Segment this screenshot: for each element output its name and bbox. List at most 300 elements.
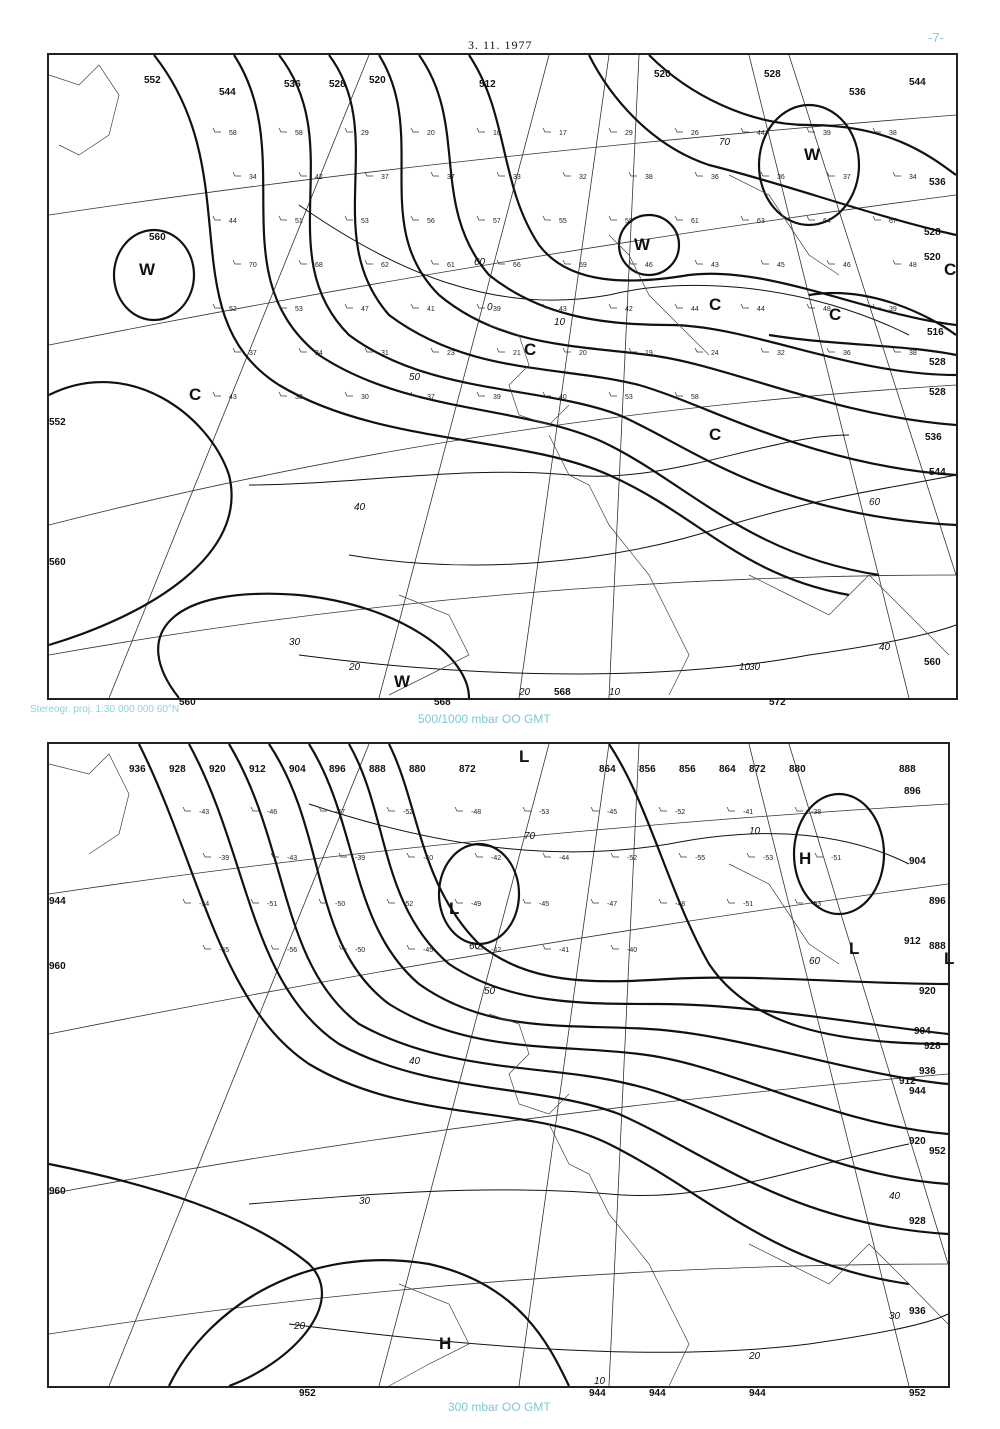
thickness-label: 30 bbox=[289, 637, 301, 648]
station-value: 58 bbox=[625, 218, 633, 225]
station-value: 37 bbox=[427, 394, 435, 401]
contour-label: 928 bbox=[909, 1216, 926, 1227]
wind-barb bbox=[233, 172, 241, 176]
wind-barb bbox=[761, 348, 769, 352]
wind-barb bbox=[345, 392, 353, 396]
thickness-label: 50 bbox=[484, 986, 496, 997]
wind-barb bbox=[795, 899, 803, 903]
station-value: 16 bbox=[493, 130, 501, 137]
pressure-center-W: W bbox=[634, 235, 651, 254]
wind-barb bbox=[233, 260, 241, 264]
contour-label: 880 bbox=[789, 764, 806, 775]
station-value: 67 bbox=[889, 218, 897, 225]
station-value: -40 bbox=[423, 855, 434, 862]
wind-barb bbox=[477, 304, 485, 308]
contour-label: 920 bbox=[919, 986, 936, 997]
wind-barb bbox=[675, 128, 683, 132]
station-value: -51 bbox=[743, 901, 754, 908]
station-value: -43 bbox=[287, 855, 298, 862]
contour-label: 952 bbox=[929, 1146, 946, 1157]
contour-label: 928 bbox=[169, 764, 186, 775]
wind-barb bbox=[679, 853, 687, 857]
thickness-label: 40 bbox=[879, 642, 891, 653]
wind-barb bbox=[741, 304, 749, 308]
wind-barb bbox=[213, 392, 221, 396]
station-value: 34 bbox=[249, 174, 257, 181]
station-value: -51 bbox=[831, 855, 842, 862]
station-value: -39 bbox=[219, 855, 230, 862]
station-value: 21 bbox=[513, 350, 521, 357]
station-value: 45 bbox=[777, 262, 785, 269]
thickness-label: 30 bbox=[359, 1196, 371, 1207]
pressure-center-H: H bbox=[799, 849, 812, 868]
station-value: -42 bbox=[491, 855, 502, 862]
station-value: 31 bbox=[381, 350, 389, 357]
station-value: 43 bbox=[711, 262, 719, 269]
station-value: 30 bbox=[361, 394, 369, 401]
contour-label: 888 bbox=[929, 941, 946, 952]
wind-barb bbox=[251, 899, 259, 903]
station-value: -45 bbox=[607, 809, 618, 816]
station-value: 20 bbox=[427, 130, 435, 137]
pressure-center-W: W bbox=[139, 260, 156, 279]
station-value: 40 bbox=[559, 394, 567, 401]
station-value: 41 bbox=[427, 306, 435, 313]
thickness-label: 10 bbox=[554, 317, 566, 328]
station-value: 26 bbox=[691, 130, 699, 137]
pressure-center-C: C bbox=[944, 260, 957, 279]
station-value: 37 bbox=[843, 174, 851, 181]
contour-label: 880 bbox=[409, 764, 426, 775]
contour-label: 928 bbox=[924, 1041, 941, 1052]
contour-label: 512 bbox=[479, 79, 496, 90]
station-value: 38 bbox=[645, 174, 653, 181]
station-value: -38 bbox=[811, 809, 822, 816]
station-value: 43 bbox=[229, 394, 237, 401]
station-value: -52 bbox=[627, 855, 638, 862]
wind-barb bbox=[203, 853, 211, 857]
contour-label: 912 bbox=[904, 936, 921, 947]
wind-barb bbox=[407, 853, 415, 857]
pressure-center-H: H bbox=[439, 1334, 452, 1353]
map-500-1000mbar bbox=[47, 53, 958, 708]
station-value: 53 bbox=[625, 394, 633, 401]
pressure-center-L: L bbox=[944, 949, 955, 968]
wind-barb bbox=[543, 853, 551, 857]
thickness-label: 40 bbox=[409, 1056, 421, 1067]
wind-barb bbox=[611, 945, 619, 949]
contour-label: 936 bbox=[129, 764, 146, 775]
station-value: 29 bbox=[361, 130, 369, 137]
contour-label: 528 bbox=[329, 79, 346, 90]
wind-barb bbox=[543, 128, 551, 132]
station-value: 51 bbox=[295, 218, 303, 225]
station-value: 23 bbox=[447, 350, 455, 357]
wind-barb bbox=[299, 260, 307, 264]
contour-label: 528 bbox=[929, 357, 946, 368]
station-value: 48 bbox=[909, 262, 917, 269]
wind-barb bbox=[213, 216, 221, 220]
wind-barb bbox=[675, 392, 683, 396]
station-value: -43 bbox=[199, 809, 210, 816]
wind-barb bbox=[893, 260, 901, 264]
wind-barb bbox=[543, 945, 551, 949]
wind-barb bbox=[827, 260, 835, 264]
station-value: 52 bbox=[229, 306, 237, 313]
station-value: 44 bbox=[757, 130, 765, 137]
station-value: 61 bbox=[447, 262, 455, 269]
wind-barb bbox=[741, 216, 749, 220]
wind-barb bbox=[591, 807, 599, 811]
contour-label: 536 bbox=[849, 87, 866, 98]
thickness-label: 20 bbox=[519, 687, 531, 698]
contour-label: 912 bbox=[249, 764, 266, 775]
wind-barb bbox=[827, 172, 835, 176]
wind-barb bbox=[203, 945, 211, 949]
wind-barb bbox=[279, 216, 287, 220]
station-value: 47 bbox=[361, 306, 369, 313]
station-value: 43 bbox=[559, 306, 567, 313]
station-value: -50 bbox=[335, 901, 346, 908]
contour-label: 528 bbox=[924, 227, 941, 238]
station-value: 39 bbox=[823, 130, 831, 137]
station-value: 37 bbox=[249, 350, 257, 357]
wind-barb bbox=[727, 899, 735, 903]
contour-label: 568 bbox=[434, 697, 451, 708]
contour-label: 544 bbox=[929, 467, 946, 478]
contour-label: 960 bbox=[49, 961, 66, 972]
wind-barb bbox=[477, 128, 485, 132]
wind-barb bbox=[629, 348, 637, 352]
map-300mbar-caption: 300 mbar OO GMT bbox=[448, 1400, 551, 1414]
contour-label: 544 bbox=[219, 87, 236, 98]
contour-label: 560 bbox=[179, 697, 196, 708]
station-value: -52 bbox=[403, 901, 414, 908]
station-value: 66 bbox=[513, 262, 521, 269]
wind-barb bbox=[741, 128, 749, 132]
station-value: 37 bbox=[381, 174, 389, 181]
station-value: 44 bbox=[757, 306, 765, 313]
pressure-center-L: L bbox=[519, 747, 530, 766]
station-value: 39 bbox=[889, 306, 897, 313]
contour-label: 944 bbox=[49, 896, 66, 907]
station-value: -46 bbox=[267, 809, 278, 816]
station-value: 33 bbox=[295, 394, 303, 401]
wind-barb bbox=[411, 128, 419, 132]
station-value: 62 bbox=[381, 262, 389, 269]
wind-barb bbox=[747, 853, 755, 857]
wind-barb bbox=[675, 304, 683, 308]
page-number: -7- bbox=[928, 30, 944, 45]
contour-label: 560 bbox=[149, 232, 166, 243]
wind-barb bbox=[431, 348, 439, 352]
wind-barb bbox=[345, 216, 353, 220]
station-value: 36 bbox=[777, 174, 785, 181]
station-value: 70 bbox=[249, 262, 257, 269]
station-value: 37 bbox=[447, 174, 455, 181]
thickness-label: 10 bbox=[749, 826, 761, 837]
contour-label: 864 bbox=[599, 764, 616, 775]
contour-label: 944 bbox=[649, 1388, 666, 1399]
pressure-center-L: L bbox=[849, 939, 860, 958]
pressure-center-L: L bbox=[449, 899, 460, 918]
thickness-label: 30 bbox=[889, 1311, 901, 1322]
station-value: -45 bbox=[539, 901, 550, 908]
station-value: 68 bbox=[315, 262, 323, 269]
wind-barb bbox=[893, 172, 901, 176]
map-300mbar bbox=[47, 742, 955, 1399]
wind-barb bbox=[873, 128, 881, 132]
contour-label: 904 bbox=[914, 1026, 931, 1037]
wind-barb bbox=[815, 853, 823, 857]
station-value: -47 bbox=[335, 809, 346, 816]
thickness-label: 10 bbox=[594, 1376, 606, 1387]
contour-label: 560 bbox=[924, 657, 941, 668]
wind-barb bbox=[609, 392, 617, 396]
wind-barb bbox=[695, 348, 703, 352]
station-value: 46 bbox=[645, 262, 653, 269]
contour-label: 528 bbox=[764, 69, 781, 80]
station-value: -45 bbox=[423, 947, 434, 954]
pressure-center-W: W bbox=[394, 672, 411, 691]
thickness-label: 70 bbox=[524, 831, 536, 842]
wind-barb bbox=[455, 807, 463, 811]
contour-label: 536 bbox=[929, 177, 946, 188]
contour-label: 528 bbox=[929, 387, 946, 398]
station-value: 38 bbox=[889, 130, 897, 137]
wind-barb bbox=[475, 853, 483, 857]
contour-label: 960 bbox=[49, 1186, 66, 1197]
contour-label: 904 bbox=[909, 856, 926, 867]
wind-barb bbox=[695, 260, 703, 264]
contour-label: 872 bbox=[459, 764, 476, 775]
wind-barb bbox=[497, 348, 505, 352]
wind-barb bbox=[591, 899, 599, 903]
wind-barb bbox=[727, 807, 735, 811]
thickness-label: 60 bbox=[469, 941, 481, 952]
station-value: 53 bbox=[361, 218, 369, 225]
station-value: -54 bbox=[199, 901, 210, 908]
station-value: 63 bbox=[757, 218, 765, 225]
station-value: 58 bbox=[691, 394, 699, 401]
wind-barb bbox=[271, 945, 279, 949]
station-value: 20 bbox=[579, 350, 587, 357]
thickness-label: 60 bbox=[869, 497, 881, 508]
wind-barb bbox=[659, 899, 667, 903]
wind-barb bbox=[611, 853, 619, 857]
wind-barb bbox=[609, 304, 617, 308]
station-value: -55 bbox=[219, 947, 230, 954]
wind-barb bbox=[411, 216, 419, 220]
wind-barb bbox=[659, 807, 667, 811]
contour-label: 572 bbox=[769, 697, 786, 708]
wind-barb bbox=[807, 216, 815, 220]
wind-barb bbox=[695, 172, 703, 176]
map-500-1000mbar-graphic bbox=[49, 55, 957, 708]
station-value: 55 bbox=[559, 218, 567, 225]
station-value: 36 bbox=[711, 174, 719, 181]
station-value: -52 bbox=[675, 809, 686, 816]
wind-barb bbox=[183, 807, 191, 811]
map-300mbar-graphic bbox=[49, 744, 955, 1399]
pressure-center-C: C bbox=[829, 305, 842, 324]
thickness-label: 40 bbox=[889, 1191, 901, 1202]
station-value: 29 bbox=[625, 130, 633, 137]
wind-barb bbox=[213, 128, 221, 132]
wind-barb bbox=[411, 304, 419, 308]
station-value: 33 bbox=[513, 174, 521, 181]
station-value: 46 bbox=[843, 262, 851, 269]
pressure-center-C: C bbox=[189, 385, 202, 404]
wind-barb bbox=[609, 216, 617, 220]
wind-barb bbox=[609, 128, 617, 132]
station-value: -44 bbox=[559, 855, 570, 862]
station-value: -48 bbox=[471, 809, 482, 816]
pressure-center-C: C bbox=[524, 340, 537, 359]
contour-label: 864 bbox=[719, 764, 736, 775]
station-value: 57 bbox=[493, 218, 501, 225]
thickness-label: 70 bbox=[719, 137, 731, 148]
thickness-label: 10 bbox=[739, 662, 751, 673]
station-value: 61 bbox=[691, 218, 699, 225]
contour-label: 944 bbox=[589, 1388, 606, 1399]
wind-barb bbox=[183, 899, 191, 903]
contour-label: 520 bbox=[369, 75, 386, 86]
station-value: -53 bbox=[539, 809, 550, 816]
wind-barb bbox=[431, 260, 439, 264]
station-value: 34 bbox=[315, 350, 323, 357]
wind-barb bbox=[873, 216, 881, 220]
station-value: 42 bbox=[625, 306, 633, 313]
contour-label: 516 bbox=[927, 327, 944, 338]
wind-barb bbox=[407, 945, 415, 949]
station-value: -53 bbox=[763, 855, 774, 862]
contour-label: 888 bbox=[369, 764, 386, 775]
station-value: -48 bbox=[675, 901, 686, 908]
contour-label: 896 bbox=[929, 896, 946, 907]
contour-label: 536 bbox=[284, 79, 301, 90]
station-value: 44 bbox=[691, 306, 699, 313]
contour-label: 952 bbox=[299, 1388, 316, 1399]
contour-label: 952 bbox=[909, 1388, 926, 1399]
station-value: -53 bbox=[811, 901, 822, 908]
contour-label: 912 bbox=[899, 1076, 916, 1087]
contour-label: 904 bbox=[289, 764, 306, 775]
thickness-label: 40 bbox=[354, 502, 366, 513]
contour-label: 920 bbox=[209, 764, 226, 775]
station-value: 39 bbox=[493, 394, 501, 401]
wind-barb bbox=[827, 348, 835, 352]
thickness-label: 60 bbox=[474, 257, 486, 268]
contour-label: 856 bbox=[679, 764, 696, 775]
thickness-label: 20 bbox=[349, 662, 361, 673]
geopotential-contours bbox=[49, 744, 948, 1386]
wind-barb bbox=[563, 260, 571, 264]
station-value: -42 bbox=[491, 947, 502, 954]
wind-barb bbox=[523, 807, 531, 811]
wind-barb bbox=[761, 172, 769, 176]
contour-label: 872 bbox=[749, 764, 766, 775]
map-500-1000mbar-caption: 500/1000 mbar OO GMT bbox=[418, 712, 551, 726]
wind-barb bbox=[431, 172, 439, 176]
wind-barb bbox=[299, 172, 307, 176]
wind-barb bbox=[387, 807, 395, 811]
thickness-label: 20 bbox=[749, 1351, 761, 1362]
contour-label: 944 bbox=[749, 1388, 766, 1399]
wind-barb bbox=[563, 348, 571, 352]
contour-label: 944 bbox=[909, 1086, 926, 1097]
wind-barb bbox=[365, 260, 373, 264]
station-value: 58 bbox=[229, 130, 237, 137]
station-value: -41 bbox=[559, 947, 570, 954]
station-value: 42 bbox=[315, 174, 323, 181]
station-value: 39 bbox=[493, 306, 501, 313]
wind-barb bbox=[563, 172, 571, 176]
wind-barb bbox=[213, 304, 221, 308]
station-value: 44 bbox=[229, 218, 237, 225]
contour-label: 888 bbox=[899, 764, 916, 775]
wind-barb bbox=[497, 172, 505, 176]
thickness-label: 10 bbox=[609, 687, 621, 698]
wind-barb bbox=[387, 899, 395, 903]
projection-note: Stereogr. proj. 1:30 000 000 60°N bbox=[30, 704, 180, 715]
pressure-center-W: W bbox=[804, 145, 821, 164]
contour-label: 560 bbox=[49, 557, 66, 568]
contour-label: 856 bbox=[639, 764, 656, 775]
station-value: 38 bbox=[909, 350, 917, 357]
contour-label: 552 bbox=[49, 417, 66, 428]
station-value: 64 bbox=[823, 218, 831, 225]
station-value: -47 bbox=[607, 901, 618, 908]
station-value: 48 bbox=[823, 306, 831, 313]
wind-barb bbox=[345, 128, 353, 132]
wind-barb bbox=[477, 392, 485, 396]
station-value: 17 bbox=[559, 130, 567, 137]
station-value: 32 bbox=[777, 350, 785, 357]
wind-barb bbox=[345, 304, 353, 308]
wind-barb bbox=[477, 216, 485, 220]
wind-barb bbox=[795, 807, 803, 811]
station-value: 36 bbox=[843, 350, 851, 357]
contour-label: 896 bbox=[329, 764, 346, 775]
thickness-label: 60 bbox=[809, 956, 821, 967]
station-value: -41 bbox=[743, 809, 754, 816]
station-value: -49 bbox=[471, 901, 482, 908]
station-value: -55 bbox=[695, 855, 706, 862]
station-value: -51 bbox=[267, 901, 278, 908]
contour-label: 936 bbox=[909, 1306, 926, 1317]
contour-label: 920 bbox=[909, 1136, 926, 1147]
station-value: 34 bbox=[909, 174, 917, 181]
contour-label: 896 bbox=[904, 786, 921, 797]
pressure-center-C: C bbox=[709, 295, 722, 314]
station-value: -56 bbox=[287, 947, 298, 954]
station-value: -40 bbox=[627, 947, 638, 954]
thickness-label: 50 bbox=[409, 372, 421, 383]
station-value: 32 bbox=[579, 174, 587, 181]
thickness-label: 20 bbox=[294, 1321, 306, 1332]
station-value: -52 bbox=[403, 809, 414, 816]
contour-label: 520 bbox=[654, 69, 671, 80]
contour-label: 936 bbox=[919, 1066, 936, 1077]
thickness-label: 0 bbox=[487, 302, 493, 313]
station-value: -39 bbox=[355, 855, 366, 862]
station-value: -50 bbox=[355, 947, 366, 954]
thickness-label: 30 bbox=[749, 662, 761, 673]
wind-barb bbox=[675, 216, 683, 220]
contour-label: 520 bbox=[924, 252, 941, 263]
contour-label: 536 bbox=[925, 432, 942, 443]
